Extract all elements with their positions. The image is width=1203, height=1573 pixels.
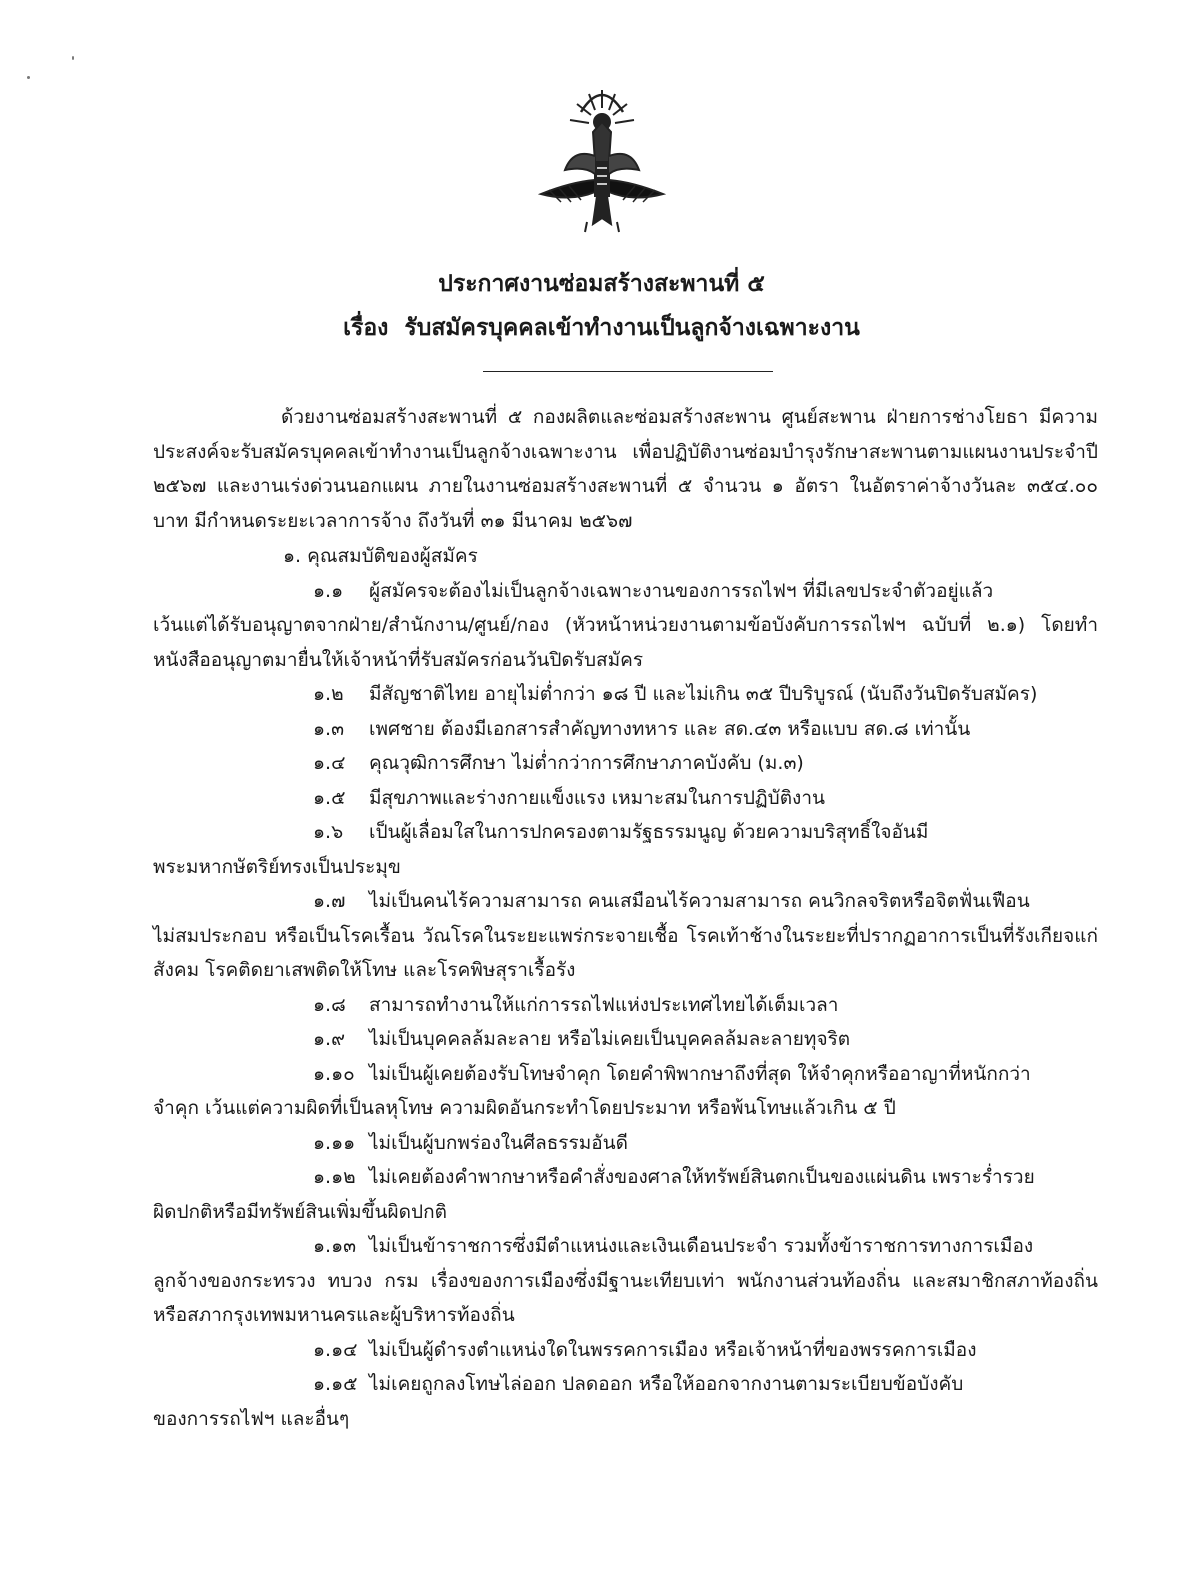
list-item-number: ๑.๓ — [313, 717, 345, 740]
list-item-text: ไม่เคยถูกลงโทษไล่ออก ปลดออก หรือให้ออกจากงานตามระเบียบข้อบังคับ — [369, 1373, 964, 1395]
announcement-title: ประกาศงานซ่อมสร้างสะพานที่ ๕ — [438, 271, 765, 297]
list-item-first-line — [153, 884, 1098, 919]
list-item-text: ไม่เป็นผู้เคยต้องรับโทษจำคุก โดยคำพิพากษาถึงที่สุด ให้จำคุกหรืออาญาที่หนักกว่า — [369, 1062, 1031, 1085]
list-item-number: ๑.๔ — [313, 752, 346, 774]
list-item-continuation: ไม่สมประกอบ หรือเป็นโรคเรื้อน วัณโรคในระยะแพร่กระจายเชื้อ โรคเท้าช้างในระยะที่ปรากฏอาการเป็นที่รังเกียจแก่สังคม โรคติดยาเสพติดให้โทษ และโรคพิษสุราเรื้อรัง — [153, 924, 1098, 981]
list-item-number: ๑.๙ — [313, 1028, 346, 1050]
list-item — [153, 781, 1098, 816]
list-item-text: ไม่เป็นข้าราชการซึ่งมีตำแหน่งและเงินเดือนประจำ รวมทั้งข้าราชการทางการเมือง — [369, 1235, 1034, 1257]
list-item — [153, 574, 1098, 678]
list-item-first-line — [153, 712, 1098, 747]
list-item-continuation: จำคุก เว้นแต่ความผิดที่เป็นลหุโทษ ความผิดอันกระทำโดยประมาท หรือพ้นโทษแล้วเกิน ๕ ปี — [153, 1097, 896, 1119]
subject-label: เรื่อง — [343, 315, 389, 341]
list-item-first-line — [153, 1022, 1098, 1057]
list-item-number: ๑.๖ — [313, 821, 344, 843]
list-item-number: ๑.๒ — [313, 683, 344, 705]
list-item-text: ไม่เคยต้องคำพากษาหรือคำสั่งของศาลให้ทรัพย์สินตกเป็นของแผ่นดิน เพราะร่ำรวย — [369, 1166, 1035, 1188]
srt-emblem-icon — [537, 82, 667, 242]
list-item-continuation: ผิดปกติหรือมีทรัพย์สินเพิ่มขึ้นผิดปกติ — [153, 1200, 447, 1223]
title-divider — [483, 371, 773, 372]
list-item-number: ๑.๘ — [313, 993, 346, 1016]
list-item-text: ผู้สมัครจะต้องไม่เป็นลูกจ้างเฉพาะงานของการรถไฟฯ ที่มีเลขประจำตัวอยู่แล้ว — [369, 579, 994, 602]
scan-speck — [27, 76, 30, 79]
list-item-text: มีสุขภาพและร่างกายแข็งแรง เหมาะสมในการปฏิบัติงาน — [369, 786, 825, 809]
list-item-continuation: ลูกจ้างของกระทรวง ทบวง กรม เรื่องของการเมืองซึ่งมีฐานะเทียบเท่า พนักงานส่วนท้องถิ่น และสมาชิกสภาท้องถิ่น หรือสภากรุงเทพมหานครและผู้บริหารท้องถิ่น — [153, 1269, 1098, 1326]
list-item — [153, 988, 1098, 1023]
list-item-first-line — [153, 746, 1098, 781]
list-item — [153, 712, 1098, 747]
announcement-subject — [0, 306, 1203, 350]
list-item-first-line — [153, 1057, 1098, 1092]
list-item-first-line — [153, 1160, 1098, 1195]
list-item — [153, 1160, 1098, 1229]
list-item-text: ไม่เป็นผู้ดำรงตำแหน่งใดในพรรคการเมือง หรือเจ้าหน้าที่ของพรรคการเมือง — [369, 1338, 977, 1361]
intro-paragraph: ด้วยงานซ่อมสร้างสะพานที่ ๕ กองผลิตและซ่อมสร้างสะพาน ศูนย์สะพาน ฝ่ายการช่างโยธา มีความประสงค์จะรับสมัครบุคคลเข้าทำงานเป็นลูกจ้างเฉพาะงาน เพื่อปฏิบัติงานซ่อมบำรุงรักษาสะพานตามแผนงานประจำปี ๒๕๖๗ และงานเร่งด่วนนอกแผน ภายในงานซ่อมสร้างสะพานที่ ๕ จำนวน ๑ อัตรา ในอัตราค่าจ้างวันละ ๓๕๔.๐๐ บาท มีกำหนดระยะเวลาการจ้าง ถึงวันที่ ๓๑ มีนาคม ๒๕๖๗ — [153, 406, 1098, 532]
list-item-number: ๑.๑๔ — [313, 1338, 358, 1361]
list-item-number: ๑.๕ — [313, 786, 346, 809]
list-item-continuation: พระมหากษัตริย์ทรงเป็นประมุข — [153, 855, 401, 878]
list-item-text: มีสัญชาติไทย อายุไม่ต่ำกว่า ๑๘ ปี และไม่เกิน ๓๕ ปีบริบูรณ์ (นับถึงวันปิดรับสมัคร) — [369, 683, 1038, 705]
list-item — [153, 1229, 1098, 1333]
list-item-text: เป็นผู้เลื่อมใสในการปกครองตามรัฐธรรมนูญ ด้วยความบริสุทธิ์ใจอันมี — [369, 821, 929, 843]
list-item-first-line — [153, 1367, 1098, 1402]
list-item — [153, 1022, 1098, 1057]
list-item — [153, 815, 1098, 884]
list-item-text: ไม่เป็นคนไร้ความสามารถ คนเสมือนไร้ความสามารถ คนวิกลจริตหรือจิตฟั่นเฟือน — [369, 890, 1030, 912]
list-item — [153, 884, 1098, 988]
list-item — [153, 677, 1098, 712]
list-item-number: ๑.๑๑ — [313, 1131, 356, 1154]
list-item-first-line — [153, 1126, 1098, 1161]
list-item-text: คุณวุฒิการศึกษา ไม่ต่ำกว่าการศึกษาภาคบังคับ (ม.๓) — [369, 752, 804, 774]
qualification-list — [153, 574, 1098, 1437]
list-item-first-line — [153, 574, 1098, 609]
list-item-first-line — [153, 815, 1098, 850]
list-item-first-line — [153, 1229, 1098, 1264]
list-item-first-line — [153, 988, 1098, 1023]
list-item-continuation: เว้นแต่ได้รับอนุญาตจากฝ่าย/สำนักงาน/ศูนย์/กอง (หัวหน้าหน่วยงานตามข้อบังคับการรถไฟฯ ฉบับที่ ๒.๑) โดยทำหนังสืออนุญาตมายื่นให้เจ้าหน้าที่รับสมัครก่อนวันปิดรับสมัคร — [153, 614, 1098, 671]
section-heading: ๑. คุณสมบัติของผู้สมัคร — [283, 545, 478, 567]
list-item-number: ๑.๑ — [313, 579, 344, 602]
list-item — [153, 1057, 1098, 1126]
list-item-text: เพศชาย ต้องมีเอกสารสำคัญทางทหาร และ สด.๔๓ หรือแบบ สด.๘ เท่านั้น — [369, 717, 971, 740]
list-item-number: ๑.๑๐ — [313, 1062, 355, 1085]
list-item-number: ๑.๑๕ — [313, 1373, 358, 1395]
list-item-text: ไม่เป็นผู้บกพร่องในศีลธรรมอันดี — [369, 1131, 628, 1154]
list-item-first-line — [153, 677, 1098, 712]
announcement-body — [153, 400, 1098, 1436]
list-item-text: สามารถทำงานให้แก่การรถไฟแห่งประเทศไทยได้เต็มเวลา — [369, 993, 839, 1016]
list-item — [153, 746, 1098, 781]
list-item — [153, 1333, 1098, 1368]
list-item-text: ไม่เป็นบุคคลล้มละลาย หรือไม่เคยเป็นบุคคลล้มละลายทุจริต — [369, 1028, 851, 1050]
subject-text: รับสมัครบุคคลเข้าทำงานเป็นลูกจ้างเฉพาะงาน — [404, 315, 860, 341]
list-item-first-line — [153, 1333, 1098, 1368]
list-item-number: ๑.๗ — [313, 890, 346, 912]
list-item-first-line — [153, 781, 1098, 816]
scan-speck — [72, 56, 74, 60]
announcement-title-block — [0, 262, 1203, 350]
list-item-continuation: ของการรถไฟฯ และอื่นๆ — [153, 1407, 350, 1430]
list-item-number: ๑.๑๒ — [313, 1166, 356, 1188]
list-item-number: ๑.๑๓ — [313, 1235, 357, 1257]
list-item — [153, 1367, 1098, 1436]
list-item — [153, 1126, 1098, 1161]
